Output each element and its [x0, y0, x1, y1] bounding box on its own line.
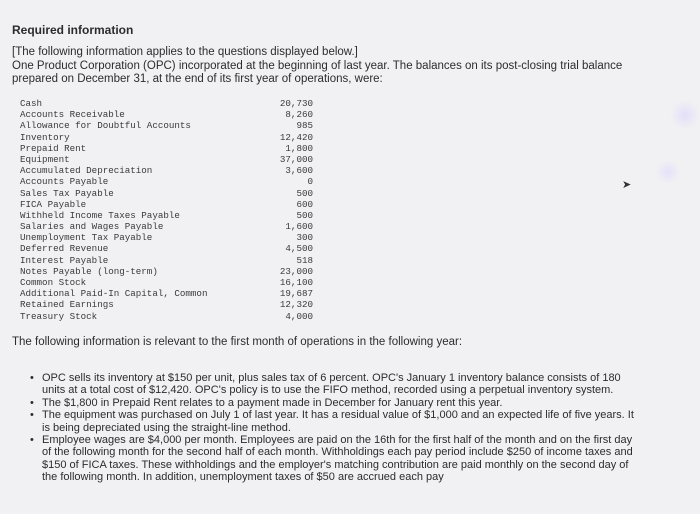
- account-name: Unemployment Tax Payable: [20, 232, 153, 244]
- account-name: Interest Payable: [20, 254, 109, 266]
- account-balance: 4,000: [285, 310, 313, 322]
- account-balance: 37,000: [279, 153, 313, 165]
- trial-balance-row: [20, 143, 320, 154]
- account-balance: 500: [296, 209, 313, 221]
- account-balance: 12,420: [279, 131, 313, 143]
- trial-balance-row: [20, 288, 320, 299]
- account-balance: 985: [296, 120, 313, 132]
- trial-balance-row: [20, 311, 320, 322]
- trial-balance-row: [20, 243, 320, 254]
- info-bullet-item: • The equipment was purchased on July 1 of last year. It has a residual value of $1,000 and an expected life of five years. It is being depreciated using the straight-line method.: [30, 409, 642, 434]
- account-name: Equipment: [20, 153, 70, 165]
- account-balance: 518: [296, 254, 313, 266]
- account-name: Sales Tax Payable: [20, 187, 114, 199]
- trial-balance-row: [20, 255, 320, 266]
- mouse-cursor-icon: ➤: [622, 179, 632, 191]
- account-name: Allowance for Doubtful Accounts: [20, 120, 191, 132]
- account-name: Salaries and Wages Payable: [20, 221, 164, 233]
- trial-balance-row: [20, 299, 320, 310]
- account-name: Additional Paid-In Capital, Common: [20, 288, 208, 300]
- trial-balance-row: [20, 165, 320, 176]
- trial-balance-row: [20, 221, 320, 232]
- account-name: Retained Earnings: [20, 299, 114, 311]
- trial-balance-row: [20, 154, 320, 165]
- account-balance: 3,600: [285, 165, 313, 177]
- trial-balance-row: [20, 132, 320, 143]
- trial-balance-row: [20, 266, 320, 277]
- trial-balance-table: [20, 98, 320, 322]
- info-bullet-item: • OPC sells its inventory at $150 per unit, plus sales tax of 6 percent. OPC's January 1 inventory balance consists of 180 units at a total cost of $12,420. OPC's policy is to use the FIFO method, recorded using a perpetual inventory system.: [30, 372, 642, 397]
- account-name: Notes Payable (long-term): [20, 265, 158, 277]
- trial-balance-row: [20, 277, 320, 288]
- account-balance: 4,500: [285, 243, 313, 255]
- trial-balance-row: [20, 98, 320, 109]
- account-balance: 0: [307, 176, 313, 188]
- trial-balance-row: [20, 176, 320, 187]
- account-balance: 16,100: [279, 277, 313, 288]
- account-balance: 23,000: [279, 265, 313, 277]
- info-bullet-item: • The $1,800 in Prepaid Rent relates to a payment made in December for January rent this year.: [30, 397, 642, 409]
- trial-balance-row: [20, 109, 320, 120]
- account-balance: 8,260: [285, 109, 313, 121]
- trial-balance-row: [20, 199, 320, 210]
- account-balance: 1,800: [285, 142, 313, 154]
- account-name: Treasury Stock: [20, 310, 98, 322]
- account-name: Inventory: [20, 131, 70, 143]
- account-balance: 600: [296, 198, 313, 210]
- required-information-heading: Required information: [12, 23, 134, 37]
- relevant-info-text: The following information is relevant to the first month of operations in the following year:: [12, 336, 463, 348]
- account-name: Prepaid Rent: [20, 142, 87, 154]
- intro-text: [12, 46, 652, 87]
- trial-balance-row: [20, 232, 320, 243]
- info-bullet-item: • Employee wages are $4,000 per month. Employees are paid on the 16th for the first half of the month and on the first day of the following month for the second half of each month. Withholdings each pay period include $250 of income taxes and $150 of FICA taxes. These withholdings and the employer's matching contribution are paid monthly on the second day of the following month. In addition, unemployment taxes of $50 are accrued each pay: [30, 434, 642, 484]
- account-name: Withheld Income Taxes Payable: [20, 209, 180, 221]
- screen-glare: [670, 100, 700, 130]
- account-name: Deferred Revenue: [20, 243, 109, 255]
- trial-balance-row: [20, 188, 320, 199]
- intro-description: One Product Corporation (OPC) incorporated at the beginning of last year. The balances on its post-closing trial balance prepared on December 31, at the end of its first year of operations, were:: [12, 59, 623, 85]
- account-name: Accounts Payable: [20, 176, 109, 188]
- info-bullet-list: [30, 372, 642, 484]
- account-balance: 19,687: [279, 288, 313, 300]
- account-name: Accumulated Depreciation: [20, 165, 153, 177]
- account-balance: 300: [296, 232, 313, 244]
- account-name: Accounts Receivable: [20, 109, 125, 121]
- trial-balance-row: [20, 120, 320, 131]
- intro-note: [The following information applies to the questions displayed below.]: [12, 46, 358, 58]
- account-name: Common Stock: [20, 277, 87, 288]
- account-balance: 1,600: [285, 221, 313, 233]
- account-balance: 12,320: [279, 299, 313, 311]
- account-name: Cash: [20, 98, 43, 109]
- trial-balance-row: [20, 210, 320, 221]
- screen-glare: [656, 160, 680, 184]
- account-name: FICA Payable: [20, 198, 87, 210]
- account-balance: 20,730: [279, 98, 313, 109]
- account-balance: 500: [296, 187, 313, 199]
